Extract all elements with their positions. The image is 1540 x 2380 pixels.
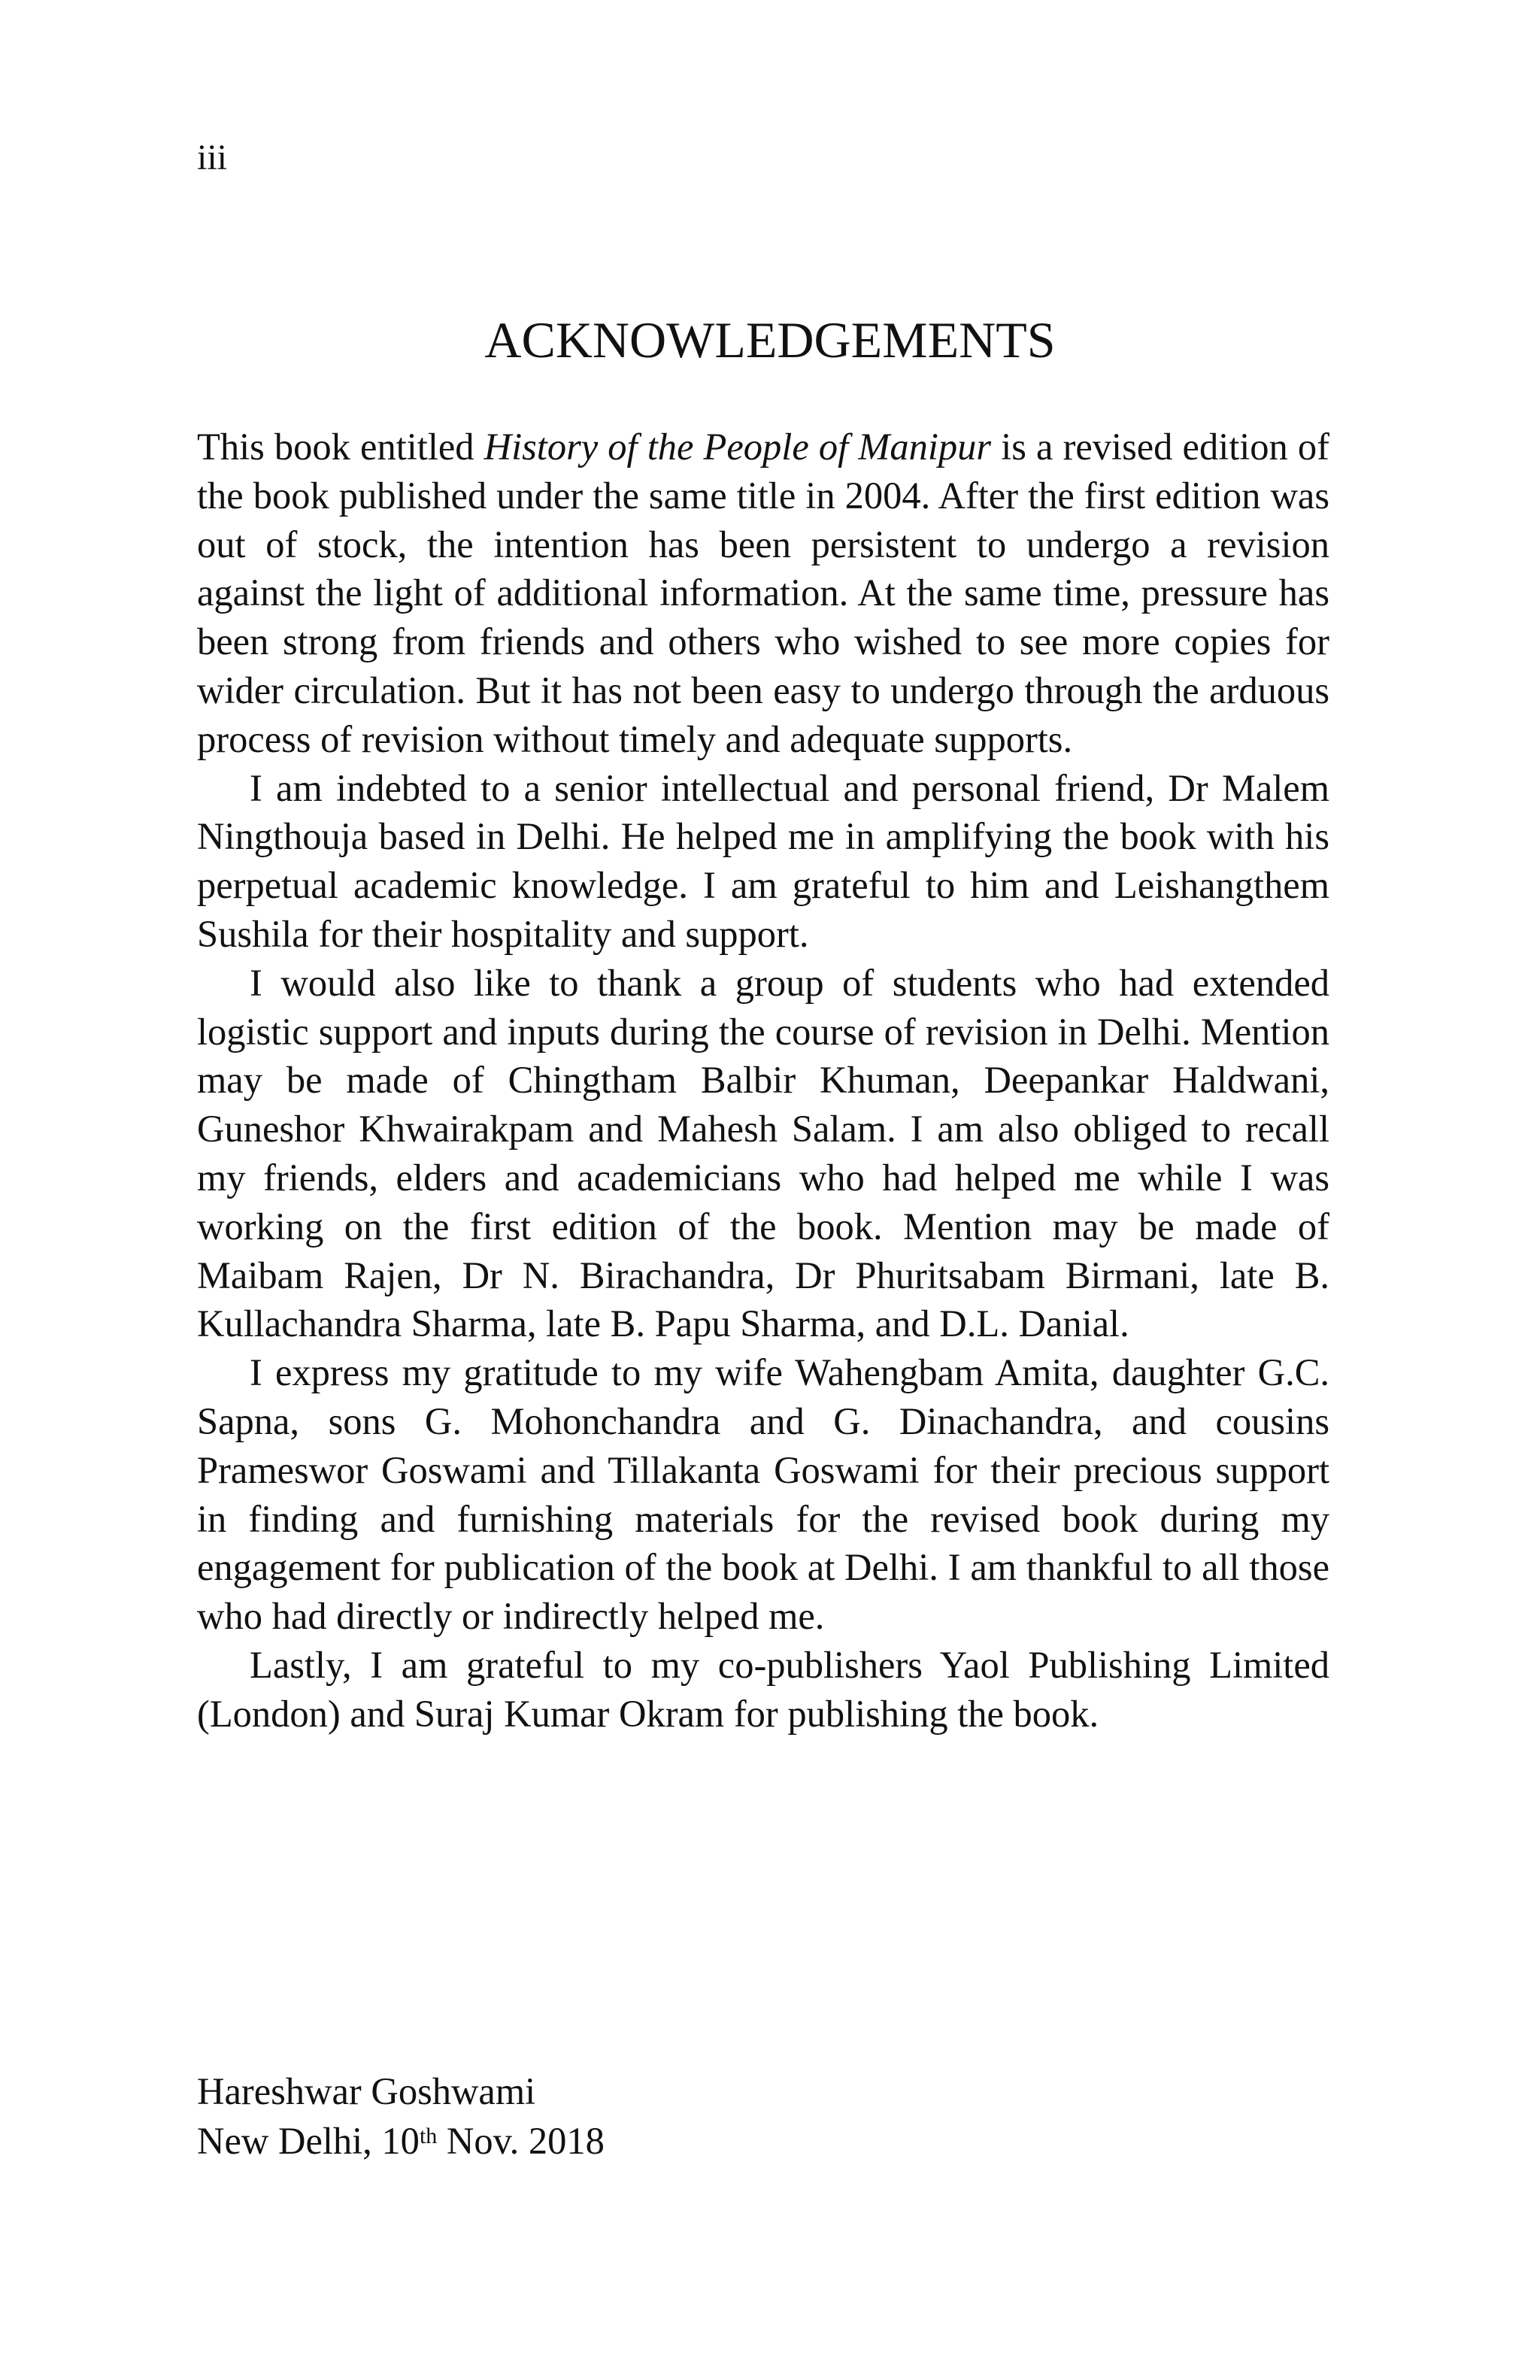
paragraph-1-lead: This book entitled — [197, 426, 484, 468]
paragraph-3: I would also like to thank a group of students who had extended logistic support and inputs during the course of revision in Delhi. Mention may be made of Chingtham Balbir Khuman, Deepankar Haldwani, Guneshor Khwairakpam and Mahesh Salam. I am also obliged to recall my friends, elders and academicians who had helped me while I was working on the first edition of the book. Mention may be made of Maibam Rajen, Dr N. Birachandra, Dr Phuritsabam Birmani, late B. Kullachandra Sharma, late B. Papu Sharma, and D.L. Danial. — [197, 961, 1329, 1345]
place-date-suffix: Nov. 2018 — [437, 2120, 605, 2162]
paragraph-1 — [197, 423, 1329, 764]
book-title-italic: History of the People of Manipur — [484, 426, 992, 468]
author-name: Hareshwar Goshwami — [197, 2070, 536, 2112]
ordinal-suffix: th — [419, 2124, 438, 2149]
paragraph-2: I am indebted to a senior intellectual and personal friend, Dr Malem Ningthouja based in Delhi. He helped me in amplifying the book with his perpetual academic knowledge. I am grateful to him and Leishangthem Sushila for their hospitality and support. — [197, 766, 1329, 955]
paragraph-1-rest: is a revised edition of the book published under the same title in 2004. After the first edition was out of stock, the intention has been persistent to undergo a revision against the light of additional information. At the same time, pressure has been strong from friends and others who wished to see more copies for wider circulation. But it has not been easy to undergo through the arduous process of revision without timely and adequate supports. — [197, 426, 1330, 760]
acknowledgements-body — [197, 423, 1329, 1739]
place-and-date — [197, 2116, 605, 2166]
page-number: iii — [197, 138, 228, 177]
page-title: ACKNOWLEDGEMENTS — [484, 311, 1056, 368]
signature-block — [197, 2066, 605, 2166]
paragraph-4: I express my gratitude to my wife Wahengbam Amita, daughter G.C. Sapna, sons G. Mohonchandra and G. Dinachandra, and cousins Prameswor Goswami and Tillakanta Goswami for their precious support in finding and furnishing materials for the revised book during my engagement for publication of the book at Delhi. I am thankful to all those who had directly or indirectly helped me. — [197, 1351, 1329, 1638]
paragraph-5: Lastly, I am grateful to my co-publishers Yaol Publishing Limited (London) and Suraj Kumar Okram for publishing the book. — [197, 1643, 1329, 1735]
place-date-prefix: New Delhi, 10 — [197, 2120, 420, 2162]
